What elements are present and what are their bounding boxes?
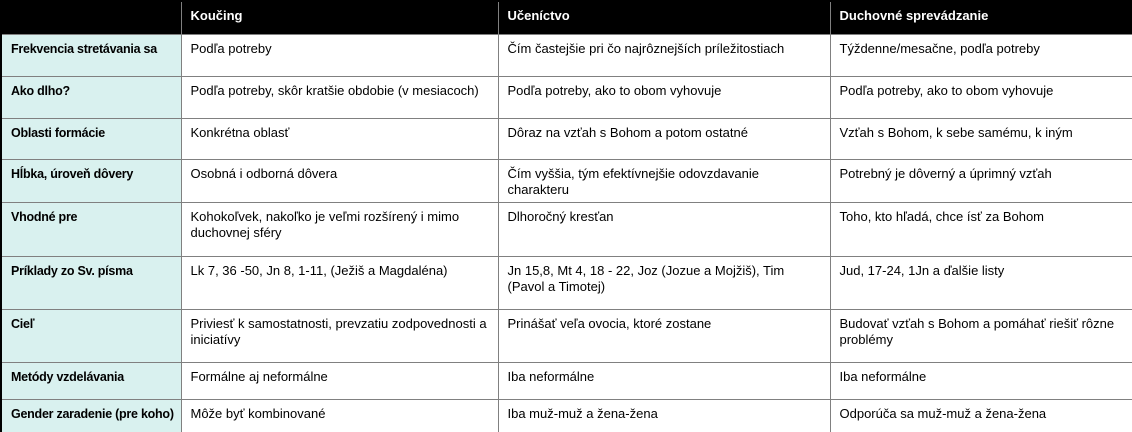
row-label: Metódy vzdelávania [1, 362, 181, 399]
table-cell: Odporúča sa muž-muž a žena-žena [830, 399, 1132, 432]
row-label: Ako dlho? [1, 76, 181, 118]
table-cell: Podľa potreby, ako to obom vyhovuje [498, 76, 830, 118]
table-cell: Potrebný je dôverný a úprimný vzťah [830, 159, 1132, 202]
table-cell: Podľa potreby [181, 34, 498, 76]
row-label: Gender zaradenie (pre koho) [1, 399, 181, 432]
table-cell: Dôraz na vzťah s Bohom a potom ostatné [498, 118, 830, 159]
row-label: Frekvencia stretávania sa [1, 34, 181, 76]
table-row [1, 76, 1132, 118]
table-cell: Formálne aj neformálne [181, 362, 498, 399]
table-cell: Týždenne/mesačne, podľa potreby [830, 34, 1132, 76]
table-cell: Vzťah s Bohom, k sebe samému, k iným [830, 118, 1132, 159]
table-row [1, 399, 1132, 432]
table-cell: Iba neformálne [830, 362, 1132, 399]
table-cell: Osobná i odborná dôvera [181, 159, 498, 202]
table-cell: Budovať vzťah s Bohom a pomáhať riešiť rôzne problémy [830, 309, 1132, 362]
table-cell: Kohokoľvek, nakoľko je veľmi rozšírený i mimo duchovnej sféry [181, 202, 498, 256]
table-cell: Konkrétna oblasť [181, 118, 498, 159]
table-cell: Podľa potreby, ako to obom vyhovuje [830, 76, 1132, 118]
table-row [1, 362, 1132, 399]
table-cell: Lk 7, 36 -50, Jn 8, 1-11, (Ježiš a Magdaléna) [181, 256, 498, 309]
table-cell: Iba neformálne [498, 362, 830, 399]
table-cell: Môže byť kombinované [181, 399, 498, 432]
table-cell: Toho, kto hľadá, chce ísť za Bohom [830, 202, 1132, 256]
table-row [1, 118, 1132, 159]
table-cell: Čím častejšie pri čo najrôznejších príležitostiach [498, 34, 830, 76]
row-label: Oblasti formácie [1, 118, 181, 159]
table-body [1, 34, 1132, 432]
table-cell: Dlhoročný kresťan [498, 202, 830, 256]
table-row [1, 256, 1132, 309]
header-col-ucenictvo: Učeníctvo [498, 1, 830, 34]
table-cell: Priviesť k samostatnosti, prevzatiu zodpovednosti a iniciatívy [181, 309, 498, 362]
table-row [1, 309, 1132, 362]
header-row [1, 1, 1132, 34]
header-corner-cell [1, 1, 181, 34]
row-label: Cieľ [1, 309, 181, 362]
table-cell: Prinášať veľa ovocia, ktoré zostane [498, 309, 830, 362]
row-label: Vhodné pre [1, 202, 181, 256]
table-cell: Iba muž-muž a žena-žena [498, 399, 830, 432]
table-cell: Jud, 17-24, 1Jn a ďalšie listy [830, 256, 1132, 309]
table-row [1, 202, 1132, 256]
table-header [1, 1, 1132, 34]
table-row [1, 34, 1132, 76]
table-cell: Jn 15,8, Mt 4, 18 - 22, Joz (Jozue a Mojžiš), Tim (Pavol a Timotej) [498, 256, 830, 309]
row-label: Príklady zo Sv. písma [1, 256, 181, 309]
header-col-koucing: Koučing [181, 1, 498, 34]
table-row [1, 159, 1132, 202]
row-label: Hĺbka, úroveň dôvery [1, 159, 181, 202]
table-cell: Podľa potreby, skôr kratšie obdobie (v mesiacoch) [181, 76, 498, 118]
table-cell: Čím vyššia, tým efektívnejšie odovzdavanie charakteru [498, 159, 830, 202]
header-col-duchovne-sprevadzanie: Duchovné sprevádzanie [830, 1, 1132, 34]
